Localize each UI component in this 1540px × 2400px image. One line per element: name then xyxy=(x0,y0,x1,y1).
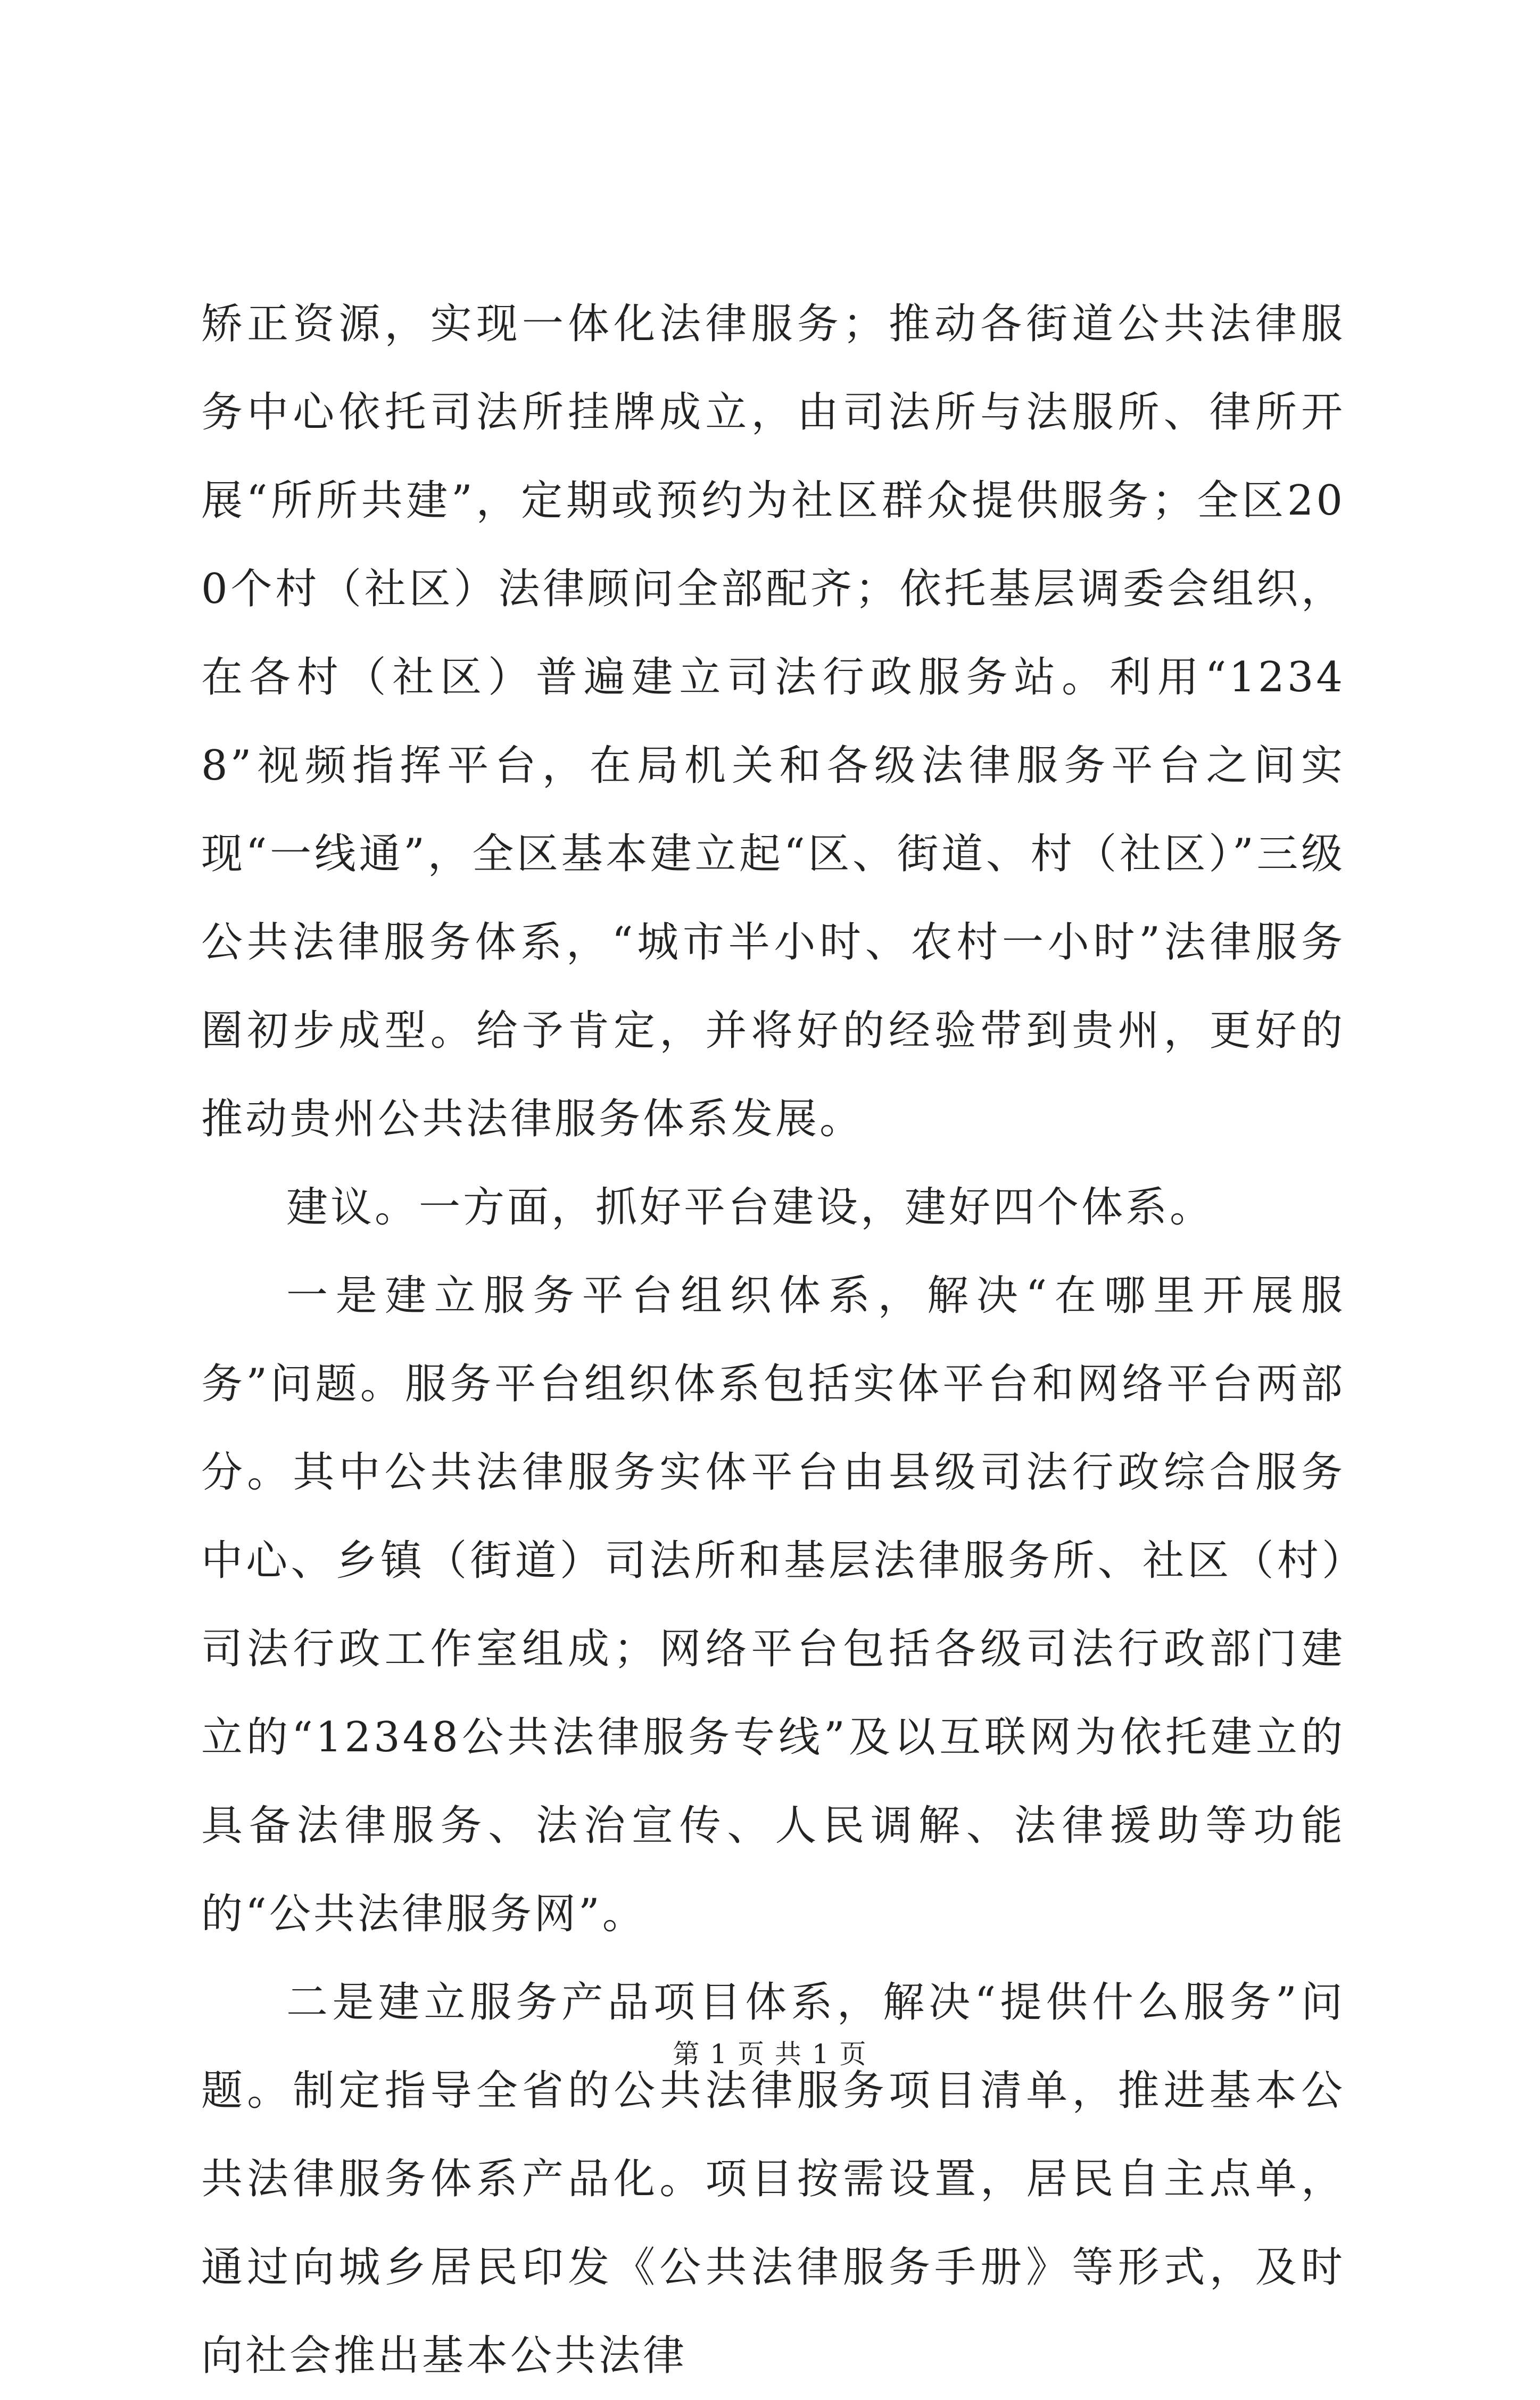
paragraph-4: 二是建立服务产品项目体系，解决“提供什么服务”问题。制定指导全省的公共法律服务项目清单，推进基本公共法律服务体系产品化。项目按需设置，居民自主点单，通过向城乡居民印发《公共法律服务手册》等形式，及时向社会推出基本公共法律 xyxy=(201,1979,1345,2380)
paragraph-3: 一是建立服务平台组织体系，解决“在哪里开展服务”问题。服务平台组织体系包括实体平台和网络平台两部分。其中公共法律服务实体平台由县级司法行政综合服务中心、乡镇（街道）司法所和基层法律服务所、社区（村）司法行政工作室组成；网络平台包括各级司法行政部门建立的“12348公共法律服务专线”及以互联网为依托建立的具备法律服务、法治宣传、人民调解、法律援助等功能的“公共法律服务网”。 xyxy=(201,1272,1345,1938)
paragraph-2: 建议。一方面，抓好平台建设，建好四个体系。 xyxy=(286,1184,1214,1231)
document-body xyxy=(201,280,1345,2400)
page-number-footer: 第 1 页 共 1 页 xyxy=(673,2039,867,2070)
paragraph-1: 矫正资源，实现一体化法律服务；推动各街道公共法律服务中心依托司法所挂牌成立，由司法所与法服所、律所开展“所所共建”，定期或预约为社区群众提供服务；全区200个村（社区）法律顾问全部配齐；依托基层调委会组织，在各村（社区）普遍建立司法行政服务站。利用“12348”视频指挥平台，在局机关和各级法律服务平台之间实现“一线通”，全区基本建立起“区、街道、村（社区）”三级公共法律服务体系，“城市半小时、农村一小时”法律服务圈初步成型。给予肯定，并将好的经验带到贵州，更好的推动贵州公共法律服务体系发展。 xyxy=(201,300,1345,1143)
